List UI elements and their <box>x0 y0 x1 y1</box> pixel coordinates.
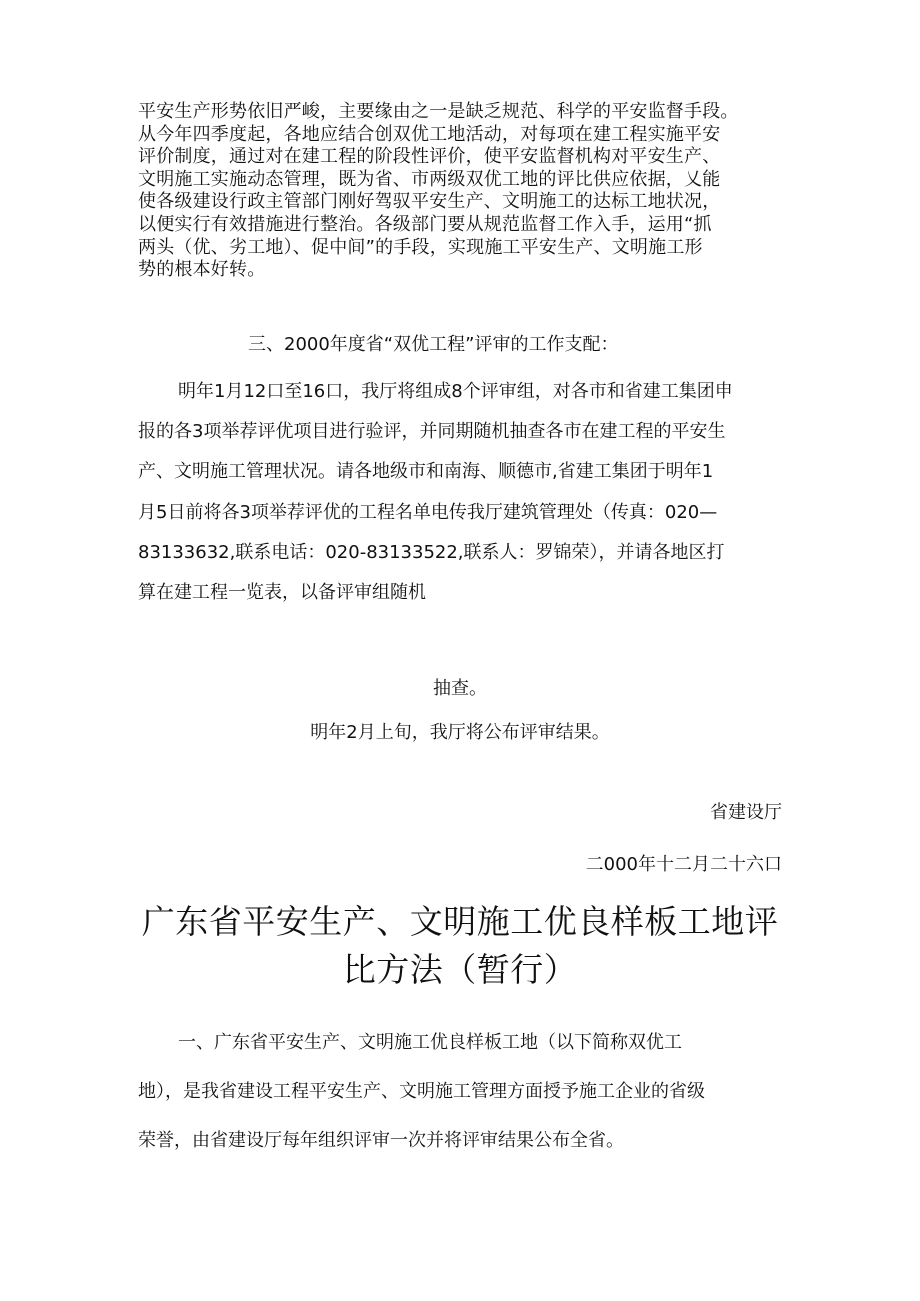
text-line: 算在建工程一览表，以备评审组随机 <box>138 582 426 604</box>
notice-paragraph-safety-evaluation <box>138 101 788 282</box>
text-line: 荣誉，由省建设厅每年组织评审一次并将评审结果公布全省。 <box>138 1130 624 1151</box>
text-line: 评价制度，通过对在建工程的阶段性评价，使平安监督机构对平安生产、 <box>138 146 721 168</box>
text-line: 月5日前将各3项举荐评优的工程名单电传我厅建筑管理处（传真：020— <box>138 501 718 523</box>
review-schedule-paragraph <box>138 372 788 613</box>
text-line: 明年1月12口至16口，我厅将组成8个评审组，对各市和省建工集团申 <box>178 381 733 402</box>
text-line: 报的各3项举荐评优项目进行验评，并同期随机抽查各市在建工程的平安生 <box>138 421 726 443</box>
text-line: 使各级建设行政主管部门刚好驾驭平安生产、文明施工的达标工地状况， <box>138 191 721 213</box>
text-line: 以便实行有效措施进行整治。各级部门要从规范监督工作入手，运用“抓 <box>138 213 712 235</box>
text-line: 一、广东省平安生产、文明施工优良样板工地（以下简称双优工 <box>178 1032 682 1053</box>
result-announcement-text: 明年2月上旬，我厅将公布评审结果。 <box>310 722 610 743</box>
text-line: 文明施工实施动态管理，既为省、市两级双优工地的评比供应依据，乂能 <box>138 168 721 190</box>
text-line: 平安生产形势依旧严峻，主要缘由之一是缺乏规范、科学的平安监督手段。 <box>138 101 739 122</box>
section-heading-review-arrangement: 三、2000年度省“双优工程”评审的工作支配： <box>248 334 619 355</box>
text-line: 产、文明施工管理状况。请各地级市和南海、顺德市,省建工集团于明年1 <box>138 461 714 483</box>
document-title <box>0 898 920 994</box>
text-line: 83133632,联系电话：020-83133522,联系人：罗锦荣），并请各地区打 <box>138 541 725 563</box>
paragraph-tail-text: 抽查。 <box>433 678 487 699</box>
article-one-paragraph <box>138 1018 788 1165</box>
title-line: 比方法（暂行） <box>342 950 578 989</box>
issuer-signature: 省建设厅 <box>710 802 782 823</box>
issue-date: 二000年十二月二十六口 <box>585 854 782 875</box>
text-line: 地），是我省建设工程平安生产、文明施工管理方面授予施工企业的省级 <box>138 1081 705 1102</box>
text-line: 两头（优、劣工地）、促中间”的手段，实现施工平安生产、文明施工形 <box>138 236 703 258</box>
title-line: 广东省平安生产、文明施工优良样板工地评 <box>141 902 779 941</box>
text-line: 从今年四季度起，各地应结合创双优工地活动，对每项在建工程实施平安 <box>138 123 721 145</box>
text-line: 势的根本好转。 <box>138 259 266 281</box>
